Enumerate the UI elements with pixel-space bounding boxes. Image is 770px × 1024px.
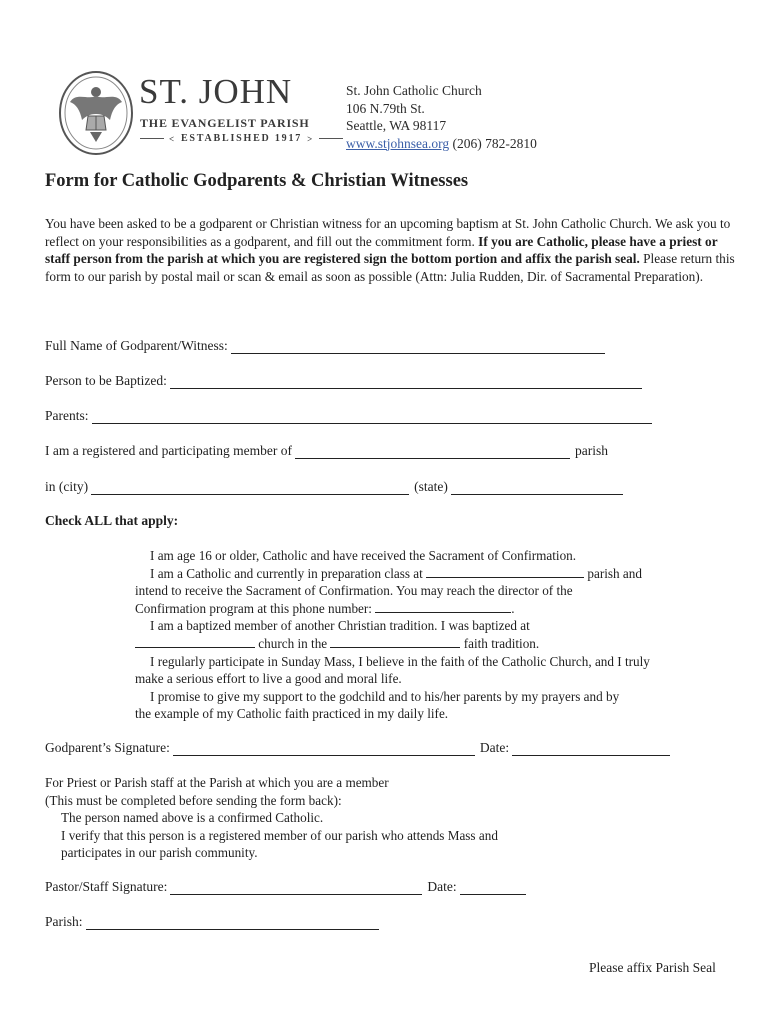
staff-check-confirmed[interactable]: The person named above is a confirmed Catholic.: [61, 810, 324, 826]
parish-label: Parish:: [45, 914, 83, 929]
check-continuation: [135, 635, 715, 653]
parish-field[interactable]: [86, 915, 379, 930]
check-item-other-tradition[interactable]: [135, 617, 715, 635]
check-item-promise[interactable]: [135, 688, 715, 706]
parish-name: ST. JOHN: [139, 72, 293, 111]
parish-row: [45, 914, 379, 930]
prep-parish-field[interactable]: [426, 565, 584, 578]
pastor-signature-label: Pastor/Staff Signature:: [45, 879, 168, 894]
pastor-date-field[interactable]: [460, 880, 526, 895]
pastor-date-label: Date:: [427, 879, 457, 894]
check-text: I am a baptized member of another Christian tradition. I was baptized at: [150, 618, 530, 634]
check-text: I regularly participate in Sunday Mass, I believe in the faith of the Catholic Church, and I truly: [150, 653, 650, 669]
form-title: Form for Catholic Godparents & Christian Witnesses: [45, 171, 469, 191]
check-text: I am age 16 or older, Catholic and have received the Sacrament of Confirmation.: [150, 548, 577, 563]
godparent-signature-label: Godparent’s Signature:: [45, 740, 170, 755]
website-link[interactable]: www.stjohnsea.org: [346, 135, 450, 151]
parish-seal-logo: [58, 70, 134, 156]
parents-row: [45, 408, 652, 424]
check-continuation: make a serious effort to live a good and moral life.: [135, 671, 402, 687]
intro-text: You have been asked to be a godparent or Christian witness for an upcoming baptism at St. John Catholic Church. We ask you to reflect on your responsibilities as a godparent, and fill out the commitment form.: [45, 216, 731, 249]
staff-note: (This must be completed before sending the form back):: [45, 792, 342, 808]
staff-section: [45, 774, 498, 862]
check-text: I promise to give my support to the godchild and to his/her parents by my prayers and by: [150, 688, 620, 704]
contact-line: [346, 135, 537, 153]
godparent-date-field[interactable]: [512, 741, 670, 756]
phone-number: (206) 782-2810: [452, 135, 537, 151]
check-text: I am a Catholic and currently in preparation class at: [150, 565, 423, 581]
address-line: 106 N.79th St.: [346, 100, 425, 116]
check-text: parish and: [587, 565, 642, 581]
check-text: faith tradition.: [463, 635, 540, 651]
check-item-preparation[interactable]: [135, 565, 715, 583]
church-address: [346, 82, 537, 152]
staff-check-member[interactable]: I verify that this person is a registered member of our parish who attends Mass and: [61, 827, 498, 843]
staff-heading: For Priest or Parish staff at the Parish at which you are a member: [45, 775, 389, 790]
godparent-signature-row: [45, 740, 670, 756]
full-name-label: Full Name of Godparent/Witness:: [45, 338, 228, 353]
check-all-heading: Check ALL that apply:: [45, 513, 179, 528]
intro-text-end: Please return this form to our parish by postal mail or scan & email as soon as possible (Attn: Julia Rudden, Dir. of Sacramental Preparation).: [45, 251, 735, 284]
parents-label: Parents:: [45, 408, 89, 423]
staff-check-member-continued: participates in our parish community.: [61, 845, 258, 861]
check-text: church in the: [258, 635, 328, 651]
director-phone-field[interactable]: [375, 600, 511, 613]
baptized-church-field[interactable]: [135, 635, 255, 648]
address-line: Seattle, WA 98117: [346, 118, 447, 133]
state-field[interactable]: [451, 480, 623, 495]
city-field[interactable]: [91, 480, 409, 495]
pastor-signature-field[interactable]: [170, 880, 422, 895]
intro-paragraph: [45, 215, 735, 285]
baptized-field[interactable]: [170, 374, 642, 389]
established-line: < ESTABLISHED 1917 >: [140, 133, 343, 144]
established-text: ESTABLISHED 1917: [180, 133, 303, 144]
state-label: (state): [414, 479, 448, 494]
affix-seal-note: Please affix Parish Seal: [589, 960, 716, 975]
full-name-field[interactable]: [231, 339, 605, 354]
parents-field[interactable]: [92, 409, 652, 424]
date-label: Date:: [479, 740, 510, 755]
intro-bold-text: If you are Catholic, please have a priest or staff person from the parish at which you are registered sign the bottom portion and affix the parish seal.: [45, 233, 718, 267]
faith-tradition-field[interactable]: [330, 635, 460, 648]
check-continuation: the example of my Catholic faith practiced in my daily life.: [135, 706, 449, 722]
address-line: St. John Catholic Church: [346, 83, 482, 98]
city-label: in (city): [45, 479, 89, 494]
check-item-confirmed[interactable]: [135, 547, 715, 565]
baptized-label: Person to be Baptized:: [45, 373, 167, 388]
full-name-row: [45, 338, 605, 354]
city-state-row: [45, 479, 623, 495]
check-continuation: [135, 600, 715, 618]
member-label: I am a registered and participating member of: [45, 443, 293, 458]
member-parish-field[interactable]: [295, 444, 570, 459]
check-item-mass[interactable]: [135, 653, 715, 671]
godparent-signature-field[interactable]: [173, 741, 475, 756]
baptized-row: [45, 373, 642, 389]
checklist: [135, 547, 715, 723]
pastor-signature-row: [45, 879, 526, 895]
member-row: [45, 443, 608, 459]
member-suffix: parish: [575, 443, 609, 458]
check-continuation: intend to receive the Sacrament of Confirmation. You may reach the director of the: [135, 583, 573, 599]
parish-subtitle: THE EVANGELIST PARISH: [140, 116, 310, 130]
check-text: .: [511, 600, 515, 616]
check-text: Confirmation program at this phone number:: [135, 600, 372, 616]
